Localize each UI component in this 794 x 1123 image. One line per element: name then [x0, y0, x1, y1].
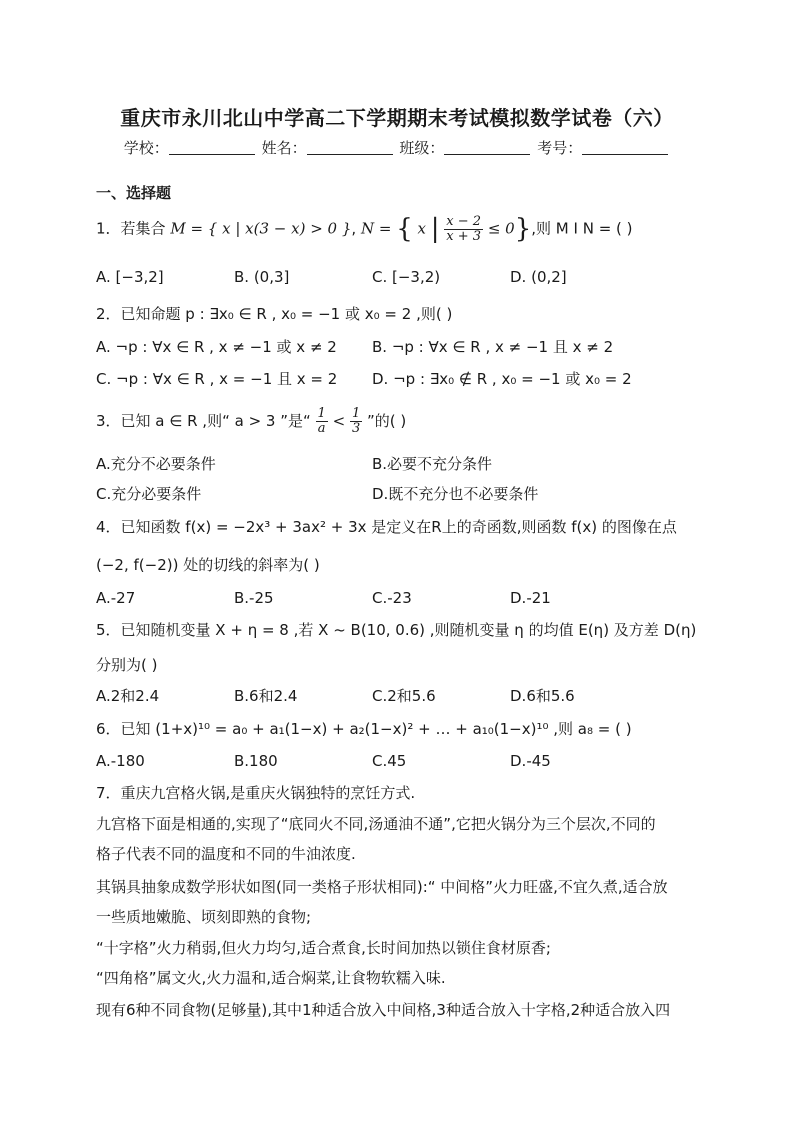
q6-option-a[interactable]: A.-180 — [96, 752, 145, 770]
q2-option-a[interactable]: A. ¬p : ∀x ∈ R , x ≠ −1 或 x ≠ 2 — [96, 338, 337, 356]
q3-fraction-1: $\frac{1}{a}$ — [317, 406, 326, 436]
q1-n-rest: ≤ 0 — [487, 219, 515, 238]
q3-option-b[interactable]: B.必要不充分条件 — [372, 455, 493, 473]
q5-option-d[interactable]: D.6和5.6 — [510, 687, 575, 705]
section-heading: 一、选择题 — [96, 184, 172, 202]
school-label: 学校： — [123, 139, 169, 157]
q3-less-than: < — [332, 412, 346, 430]
q2-option-b[interactable]: B. ¬p : ∀x ∈ R , x ≠ −1 且 x ≠ 2 — [372, 338, 614, 356]
q2-option-d[interactable]: D. ¬p : ∃x₀ ∉ R , x₀ = −1 或 x₀ = 2 — [372, 370, 632, 388]
question-4-line-2: (−2, f(−2)) 处的切线的斜率为( ) — [96, 556, 320, 574]
q4-option-c[interactable]: C.-23 — [372, 589, 412, 607]
number-label: 考号： — [537, 139, 583, 157]
q3-suffix: ”的( ) — [367, 412, 407, 430]
q3-option-d[interactable]: D.既不充分也不必要条件 — [372, 485, 539, 503]
question-6-stem: 6．已知 (1+x)¹⁰ = a₀ + a₁(1−x) + a₂(1−x)² + … + a₁₀(1−x)¹⁰ ,则 a₈ = ( ) — [96, 720, 632, 738]
q3-option-a[interactable]: A.充分不必要条件 — [96, 455, 216, 473]
question-7-line: 格子代表不同的温度和不同的牛油浓度. — [96, 845, 356, 863]
question-7-line: “十字格”火力稍弱,但火力均匀,适合煮食,长时间加热以锁住食材原香; — [96, 939, 551, 957]
question-7-line: 其锅具抽象成数学形状如图(同一类格子形状相同):“ 中间格”火力旺盛,不宜久煮,适合放 — [96, 878, 668, 896]
q3-prefix: 3．已知 a ∈ R ,则“ a > 3 ”是“ — [96, 412, 311, 430]
student-info-line — [0, 137, 794, 158]
question-4-line-1: 4．已知函数 f(x) = −2x³ + 3ax² + 3x 是定义在R上的奇函数,则函数 f(x) 的图像在点 — [96, 518, 677, 536]
q5-option-c[interactable]: C.2和5.6 — [372, 687, 436, 705]
q1-set-m: M = { x | x(3 − x) > 0 } — [170, 219, 352, 238]
question-7-line: 九宫格下面是相通的,实现了“底同火不同,汤通油不通”,它把火锅分为三个层次,不同的 — [96, 815, 656, 833]
q1-option-d[interactable]: D. (0,2] — [510, 268, 567, 286]
q5-option-a[interactable]: A.2和2.4 — [96, 687, 160, 705]
question-1-stem: 1．若集合 M = { x | x(3 − x) > 0 }, N = { x | $\frac{x - 2}{x + 3}$ ≤ 0},则 M I N = ( ) — [96, 213, 633, 244]
q2-option-c[interactable]: C. ¬p : ∀x ∈ R , x = −1 且 x = 2 — [96, 370, 338, 388]
number-blank[interactable] — [582, 140, 668, 155]
q1-n-lhs: N = — [360, 219, 392, 238]
q1-tail: ,则 M I N = ( ) — [531, 219, 633, 238]
name-label: 姓名： — [261, 139, 307, 157]
q5-option-b[interactable]: B.6和2.4 — [234, 687, 298, 705]
school-blank[interactable] — [169, 140, 255, 155]
q4-option-b[interactable]: B.-25 — [234, 589, 274, 607]
question-5-line-2: 分别为( ) — [96, 656, 158, 674]
class-label: 班级： — [399, 139, 445, 157]
page-title: 重庆市永川北山中学高二下学期期末考试模拟数学试卷（六） — [120, 106, 674, 130]
q1-option-c[interactable]: C. [−3,2) — [372, 268, 441, 286]
name-blank[interactable] — [307, 140, 393, 155]
q1-prefix: 1．若集合 — [96, 219, 166, 238]
q6-option-b[interactable]: B.180 — [234, 752, 278, 770]
question-7-line: 7．重庆九宫格火锅,是重庆火锅独特的烹饪方式. — [96, 784, 416, 802]
class-blank[interactable] — [444, 140, 530, 155]
q3-option-c[interactable]: C.充分必要条件 — [96, 485, 202, 503]
q4-option-a[interactable]: A.-27 — [96, 589, 136, 607]
q1-fraction: $\frac{x - 2}{x + 3}$ — [446, 213, 482, 244]
q6-option-c[interactable]: C.45 — [372, 752, 407, 770]
q3-fraction-2: $\frac{1}{3}$ — [351, 406, 361, 436]
question-7-line: “四角格”属文火,火力温和,适合焖菜,让食物软糯入味. — [96, 969, 446, 987]
question-2-stem: 2．已知命题 p : ∃x₀ ∈ R , x₀ = −1 或 x₀ = 2 ,则( ) — [96, 305, 453, 323]
question-3-stem — [96, 407, 406, 436]
question-7-line: 一些质地嫩脆、顷刻即熟的食物; — [96, 908, 312, 926]
q4-option-d[interactable]: D.-21 — [510, 589, 551, 607]
q6-option-d[interactable]: D.-45 — [510, 752, 551, 770]
q1-option-a[interactable]: A. [−3,2] — [96, 268, 164, 286]
question-5-line-1: 5．已知随机变量 X + η = 8 ,若 X ~ B(10, 0.6) ,则随机变量 η 的均值 E(η) 及方差 D(η) — [96, 621, 697, 639]
question-7-line: 现有6种不同食物(足够量),其中1种适合放入中间格,3种适合放入十字格,2种适合放入四 — [96, 1001, 671, 1019]
q1-option-b[interactable]: B. (0,3] — [234, 268, 290, 286]
